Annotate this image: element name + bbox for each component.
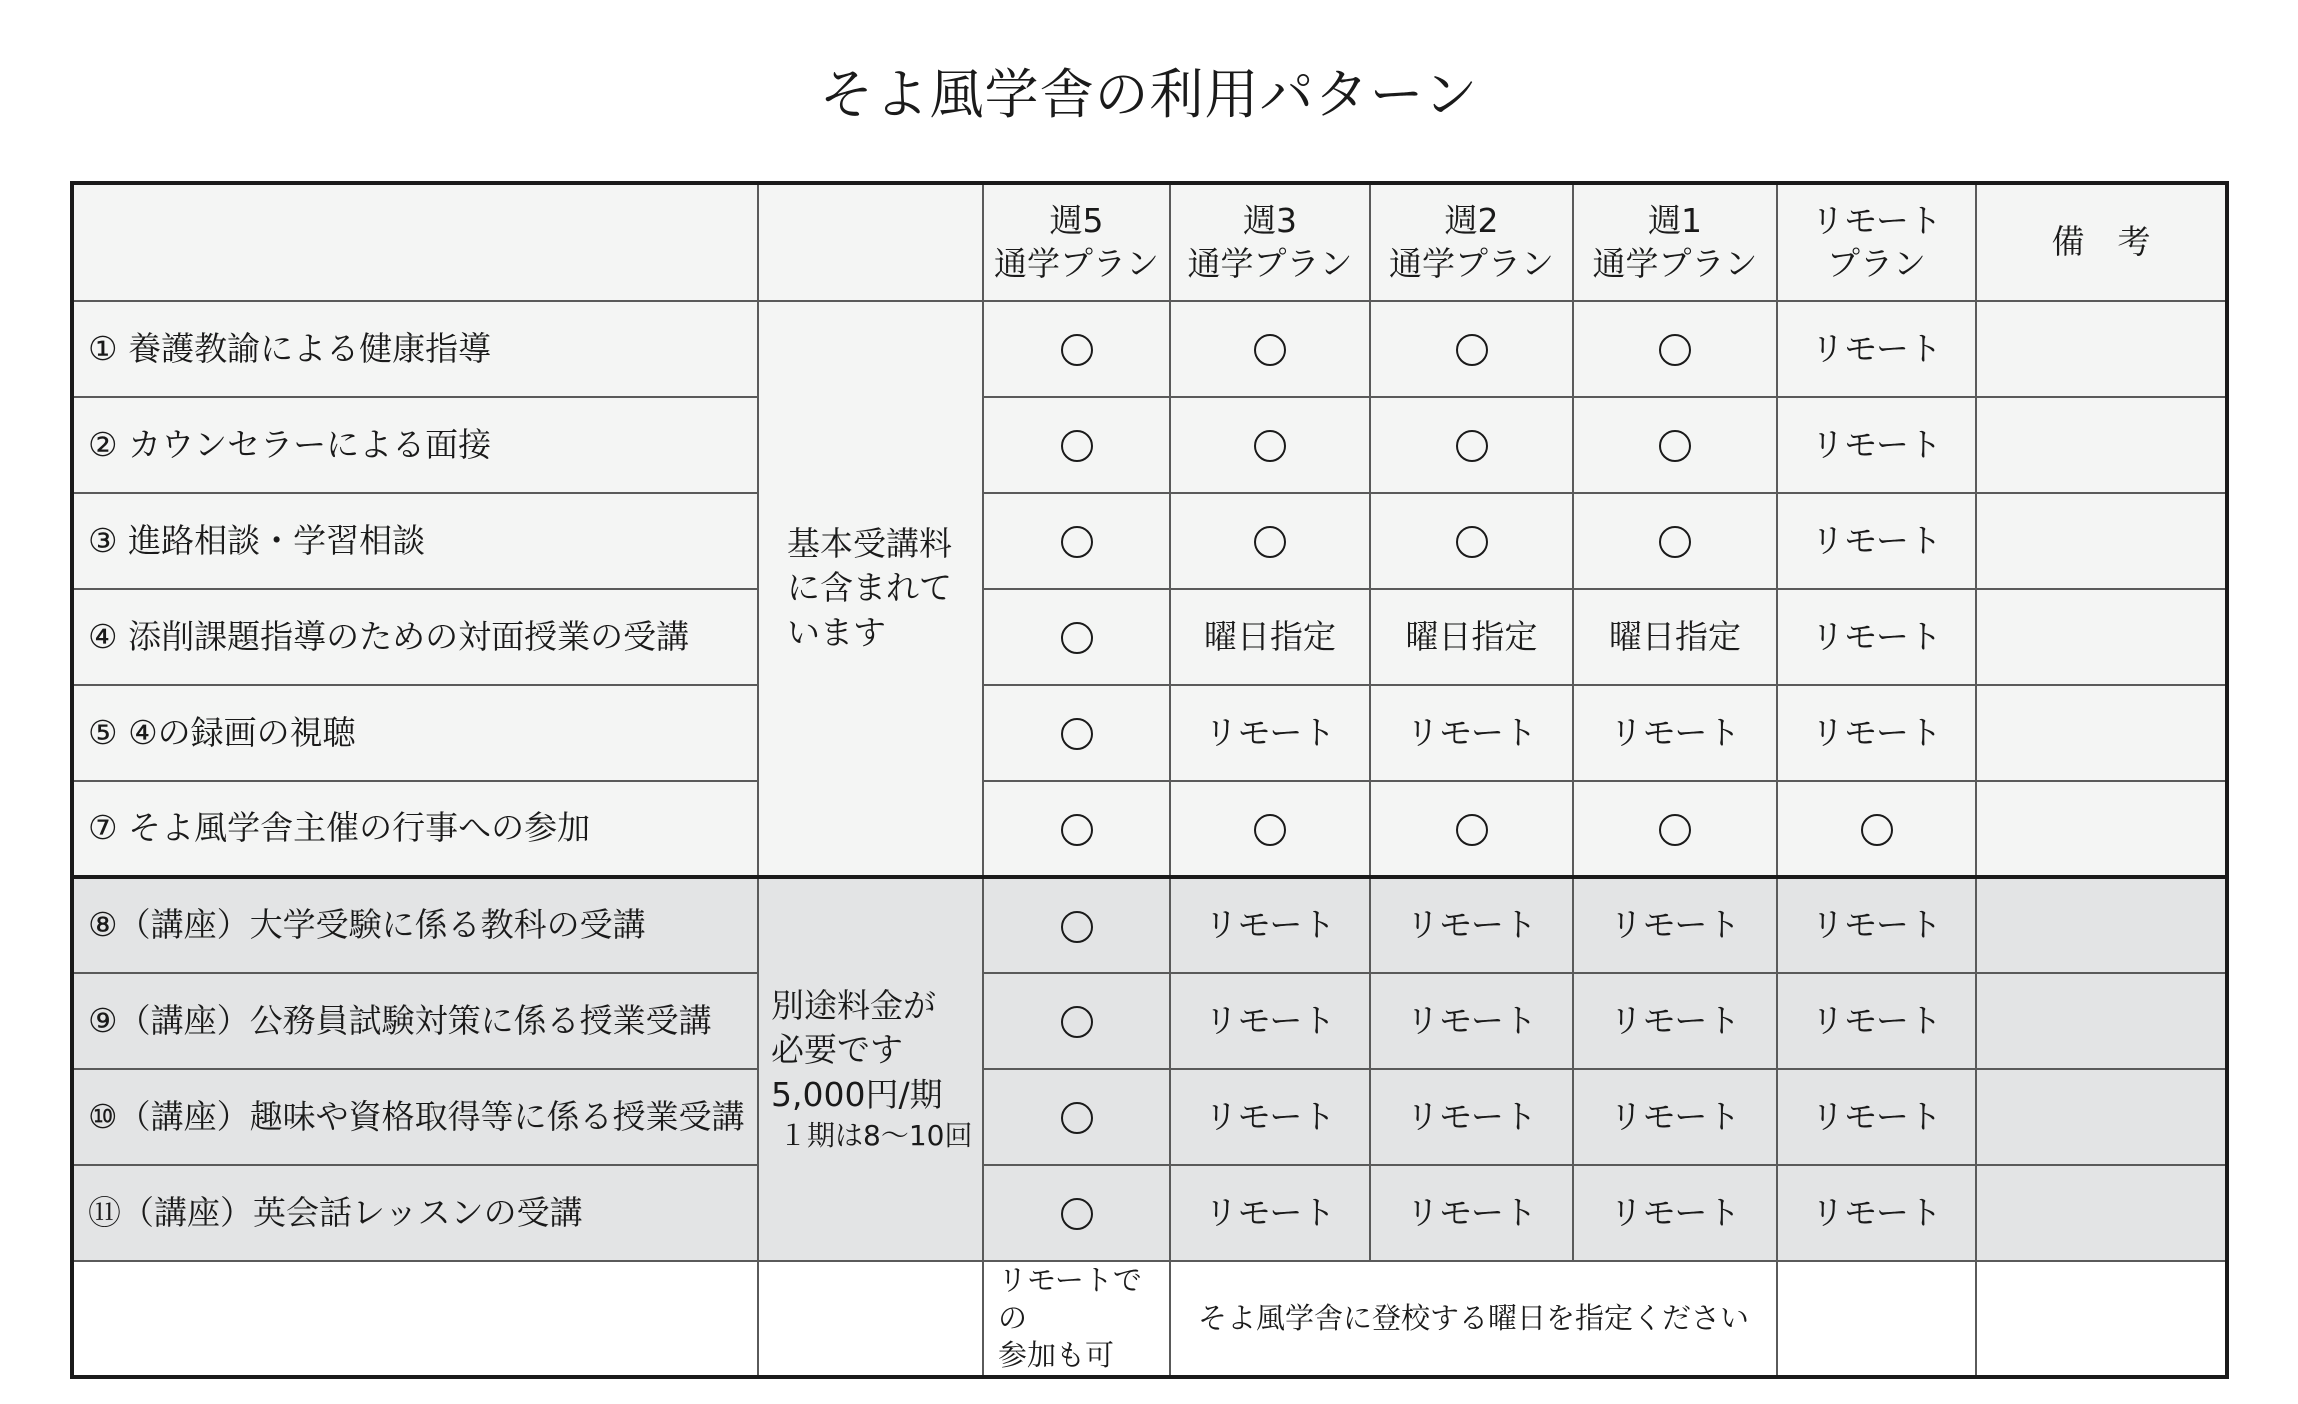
extra-fee-sessions: １期は8〜10回 bbox=[779, 1119, 973, 1153]
header-week5-plan: 週5 通学プラン bbox=[983, 183, 1170, 301]
table-row bbox=[72, 1069, 2227, 1165]
remarks-cell bbox=[1976, 973, 2227, 1069]
available-circle-cell bbox=[983, 973, 1170, 1069]
availability-cell: リモート bbox=[1573, 1165, 1777, 1261]
available-circle-cell bbox=[1370, 397, 1573, 493]
circle-icon bbox=[1659, 814, 1691, 846]
circle-icon bbox=[1061, 334, 1093, 366]
availability-cell: リモート bbox=[1170, 1069, 1370, 1165]
availability-cell: リモート bbox=[1777, 685, 1976, 781]
available-circle-cell bbox=[1170, 781, 1370, 877]
availability-cell: リモート bbox=[1170, 1165, 1370, 1261]
availability-cell: リモート bbox=[1777, 397, 1976, 493]
remarks-cell bbox=[1976, 1165, 2227, 1261]
remarks-cell bbox=[1976, 781, 2227, 877]
availability-cell: リモート bbox=[1777, 1165, 1976, 1261]
availability-cell: リモート bbox=[1777, 877, 1976, 973]
circle-icon bbox=[1659, 334, 1691, 366]
available-circle-cell bbox=[983, 493, 1170, 589]
circle-icon bbox=[1659, 430, 1691, 462]
available-circle-cell bbox=[1370, 781, 1573, 877]
availability-cell: 曜日指定 bbox=[1170, 589, 1370, 685]
remarks-cell bbox=[1976, 301, 2227, 397]
remarks-cell bbox=[1976, 685, 2227, 781]
table-row bbox=[72, 397, 2227, 493]
header-blank-item bbox=[72, 183, 758, 301]
extra-fee-line1: 別途料金が bbox=[771, 985, 936, 1025]
available-circle-cell bbox=[1573, 493, 1777, 589]
row-label: ⑪（講座）英会話レッスンの受講 bbox=[72, 1165, 758, 1261]
circle-icon bbox=[1061, 526, 1093, 558]
circle-icon bbox=[1254, 814, 1286, 846]
remarks-cell bbox=[1976, 397, 2227, 493]
table-row bbox=[72, 877, 2227, 973]
remarks-cell bbox=[1976, 493, 2227, 589]
remarks-cell bbox=[1976, 877, 2227, 973]
available-circle-cell bbox=[983, 685, 1170, 781]
availability-cell: リモート bbox=[1170, 973, 1370, 1069]
availability-cell: リモート bbox=[1777, 493, 1976, 589]
available-circle-cell bbox=[983, 781, 1170, 877]
table-row bbox=[72, 589, 2227, 685]
available-circle-cell bbox=[1573, 397, 1777, 493]
header-remote-plan: リモート プラン bbox=[1777, 183, 1976, 301]
extra-fee-line2: 必要です bbox=[771, 1030, 903, 1070]
availability-cell: リモート bbox=[1170, 877, 1370, 973]
availability-cell: リモート bbox=[1370, 1165, 1573, 1261]
availability-cell: リモート bbox=[1170, 685, 1370, 781]
row-label: ⑧（講座）大学受験に係る教科の受講 bbox=[72, 877, 758, 973]
extra-fee-line3: 5,000円/期 bbox=[771, 1074, 943, 1114]
usage-pattern-table bbox=[70, 181, 2229, 1379]
row-label: ⑦ そよ風学舎主催の行事への参加 bbox=[72, 781, 758, 877]
included-fee-note: 基本受講料 に含まれて います bbox=[758, 301, 983, 877]
header-week1-plan: 週1 通学プラン bbox=[1573, 183, 1777, 301]
footer-blank-remote bbox=[1777, 1261, 1976, 1377]
circle-icon bbox=[1456, 430, 1488, 462]
footer-day-note: そよ風学舎に登校する曜日を指定ください bbox=[1170, 1261, 1777, 1377]
available-circle-cell bbox=[1777, 781, 1976, 877]
circle-icon bbox=[1254, 334, 1286, 366]
available-circle-cell bbox=[983, 301, 1170, 397]
availability-cell: リモート bbox=[1370, 877, 1573, 973]
available-circle-cell bbox=[1170, 493, 1370, 589]
circle-icon bbox=[1456, 526, 1488, 558]
circle-icon bbox=[1061, 718, 1093, 750]
available-circle-cell bbox=[1170, 397, 1370, 493]
table-row bbox=[72, 493, 2227, 589]
availability-cell: リモート bbox=[1777, 301, 1976, 397]
header-blank-note bbox=[758, 183, 983, 301]
circle-icon bbox=[1061, 430, 1093, 462]
circle-icon bbox=[1061, 1006, 1093, 1038]
available-circle-cell bbox=[1170, 301, 1370, 397]
remarks-cell bbox=[1976, 1069, 2227, 1165]
circle-icon bbox=[1061, 622, 1093, 654]
available-circle-cell bbox=[1573, 301, 1777, 397]
circle-icon bbox=[1061, 1198, 1093, 1230]
row-label: ③ 進路相談・学習相談 bbox=[72, 493, 758, 589]
footer-blank-note bbox=[758, 1261, 983, 1377]
table-row bbox=[72, 1165, 2227, 1261]
availability-cell: リモート bbox=[1777, 589, 1976, 685]
available-circle-cell bbox=[983, 1069, 1170, 1165]
available-circle-cell bbox=[983, 397, 1170, 493]
availability-cell: リモート bbox=[1370, 1069, 1573, 1165]
available-circle-cell bbox=[1370, 301, 1573, 397]
row-label: ④ 添削課題指導のための対面授業の受講 bbox=[72, 589, 758, 685]
availability-cell: 曜日指定 bbox=[1573, 589, 1777, 685]
available-circle-cell bbox=[983, 1165, 1170, 1261]
circle-icon bbox=[1061, 911, 1093, 943]
footer-remote-note: リモートでの 参加も可 bbox=[983, 1261, 1170, 1377]
available-circle-cell bbox=[983, 877, 1170, 973]
row-label: ② カウンセラーによる面接 bbox=[72, 397, 758, 493]
availability-cell: リモート bbox=[1370, 973, 1573, 1069]
table-row bbox=[72, 685, 2227, 781]
circle-icon bbox=[1456, 334, 1488, 366]
available-circle-cell bbox=[983, 589, 1170, 685]
circle-icon bbox=[1861, 814, 1893, 846]
circle-icon bbox=[1061, 814, 1093, 846]
table-row bbox=[72, 781, 2227, 877]
page-title: そよ風学舎の利用パターン bbox=[819, 63, 1479, 126]
circle-icon bbox=[1659, 526, 1691, 558]
circle-icon bbox=[1456, 814, 1488, 846]
available-circle-cell bbox=[1370, 493, 1573, 589]
footer-blank-remarks bbox=[1976, 1261, 2227, 1377]
remarks-cell bbox=[1976, 589, 2227, 685]
header-week2-plan: 週2 通学プラン bbox=[1370, 183, 1573, 301]
availability-cell: リモート bbox=[1777, 973, 1976, 1069]
row-label: ⑨（講座）公務員試験対策に係る授業受講 bbox=[72, 973, 758, 1069]
availability-cell: リモート bbox=[1777, 1069, 1976, 1165]
header-remarks: 備 考 bbox=[1976, 183, 2227, 301]
availability-cell: リモート bbox=[1573, 877, 1777, 973]
header-week3-plan: 週3 通学プラン bbox=[1170, 183, 1370, 301]
extra-fee-note bbox=[758, 877, 983, 1261]
footer-row bbox=[72, 1261, 2227, 1377]
availability-cell: リモート bbox=[1370, 685, 1573, 781]
availability-cell: 曜日指定 bbox=[1370, 589, 1573, 685]
table-row bbox=[72, 301, 2227, 397]
circle-icon bbox=[1061, 1102, 1093, 1134]
row-label: ⑤ ④の録画の視聴 bbox=[72, 685, 758, 781]
footer-blank-item bbox=[72, 1261, 758, 1377]
table-row bbox=[72, 973, 2227, 1069]
availability-cell: リモート bbox=[1573, 973, 1777, 1069]
circle-icon bbox=[1254, 430, 1286, 462]
available-circle-cell bbox=[1573, 781, 1777, 877]
row-label: ⑩（講座）趣味や資格取得等に係る授業受講 bbox=[72, 1069, 758, 1165]
circle-icon bbox=[1254, 526, 1286, 558]
row-label: ① 養護教諭による健康指導 bbox=[72, 301, 758, 397]
availability-cell: リモート bbox=[1573, 1069, 1777, 1165]
header-row bbox=[72, 183, 2227, 301]
availability-cell: リモート bbox=[1573, 685, 1777, 781]
